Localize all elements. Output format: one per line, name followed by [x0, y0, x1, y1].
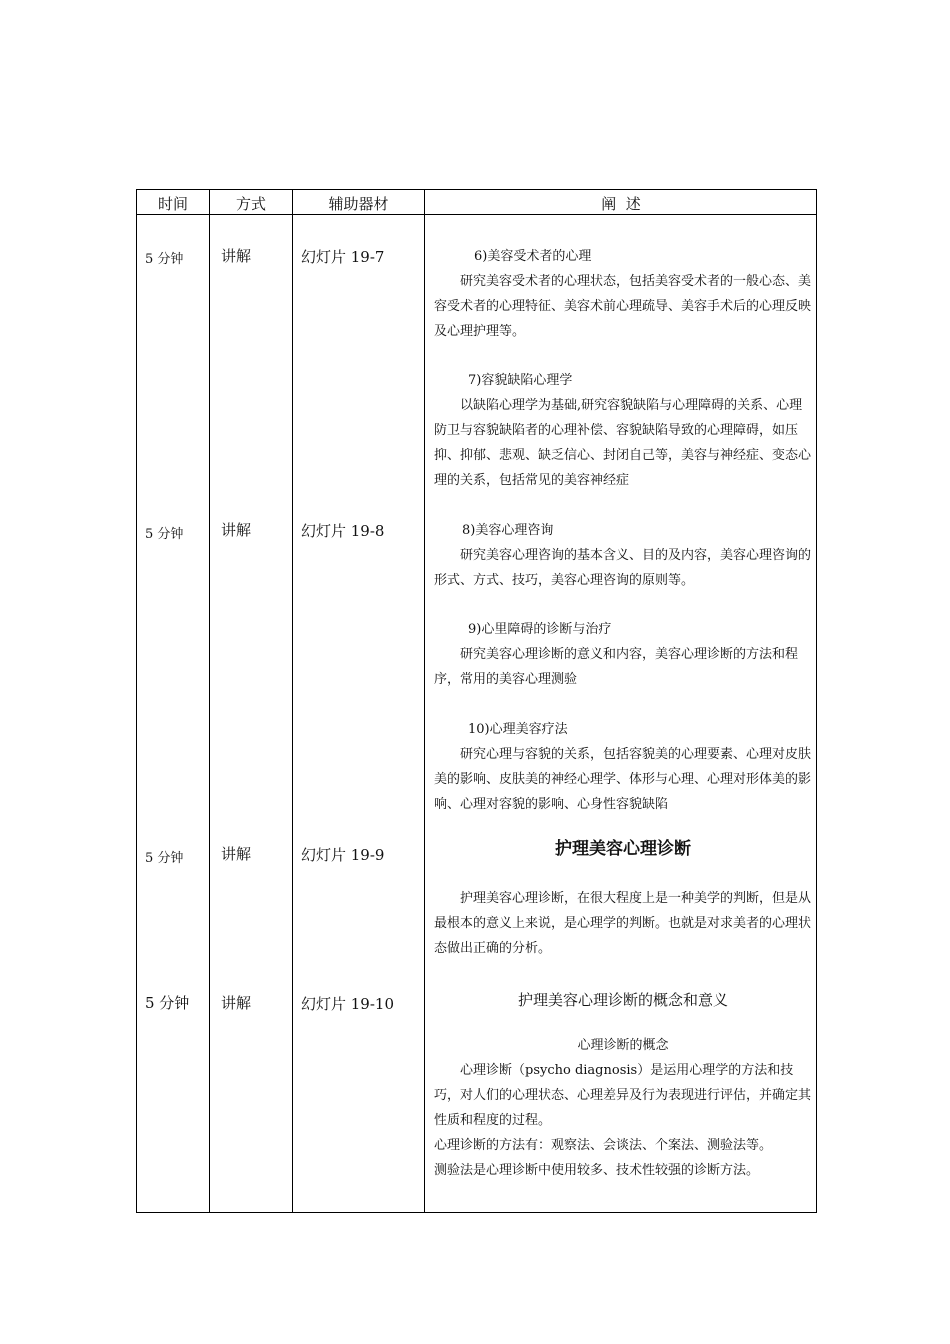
header-aid: 辅助器材	[328, 195, 389, 213]
row-mode: 讲解	[221, 994, 252, 1012]
section-body: 研究美容心理诊断的意义和内容，美容心理诊断的方法和程序，常用的美容心理测验	[434, 647, 799, 687]
row-aid: 幻灯片 19-10	[301, 995, 395, 1013]
section-heading: 护理美容心理诊断的概念和意义	[517, 991, 728, 1009]
section-body: 测验法是心理诊断中使用较多、技术性较强的诊断方法。	[434, 1163, 760, 1178]
section-title: 7)容貌缺陷心理学	[468, 373, 573, 388]
row-aid: 幻灯片 19-8	[301, 522, 385, 540]
column-divider	[209, 190, 210, 1212]
section-6	[434, 244, 812, 344]
row-mode: 讲解	[221, 247, 252, 265]
section-title: 6)美容受术者的心理	[474, 249, 592, 264]
row-time: 5 分钟	[145, 527, 184, 542]
section-body: 研究心理与容貌的关系，包括容貌美的心理要素、心理对皮肤美的影响、皮肤美的神经心理学、体形与心理、心理对形体美的影响、心理对容貌的影响、心身性容貌缺陷	[434, 747, 812, 812]
section-body: 护理美容心理诊断，在很大程度上是一种美学的判断，但是从最根本的意义上来说，是心理学的判断。也就是对求美者的心理状态做出正确的分析。	[434, 891, 812, 956]
row-time: 5 分钟	[145, 252, 184, 267]
lesson-table	[136, 189, 817, 1213]
header-mode: 方式	[235, 195, 266, 213]
section-title: 9)心里障碍的诊断与治疗	[468, 622, 612, 637]
header-time: 时间	[157, 195, 188, 213]
section-body: 心理诊断（psycho diagnosis）是运用心理学的方法和技巧，对人们的心理状态、心理差异及行为表现进行评估，并确定其性质和程度的过程。	[434, 1063, 812, 1128]
section-body: 以缺陷心理学为基础,研究容貌缺陷与心理障碍的关系、心理防卫与容貌缺陷者的心理补偿、容貌缺陷导致的心理障碍，如压抑、抑郁、悲观、缺乏信心、封闭自己等，美容与神经症、变态心理的关系，包括常见的美容神经症	[434, 398, 812, 488]
row-aid: 幻灯片 19-7	[301, 248, 385, 266]
column-divider	[292, 190, 293, 1212]
row-mode: 讲解	[221, 521, 252, 539]
section-8	[434, 518, 812, 593]
row-time: 5 分钟	[145, 994, 190, 1012]
column-divider	[424, 190, 425, 1212]
row-time: 5 分钟	[145, 851, 184, 866]
header-desc: 阐 述	[601, 195, 641, 213]
section-10	[434, 717, 812, 817]
section-9	[434, 617, 812, 692]
row-aid: 幻灯片 19-9	[301, 846, 385, 864]
section-heading: 护理美容心理诊断	[555, 839, 691, 859]
section-concept	[434, 987, 812, 1183]
section-title: 8)美容心理咨询	[462, 523, 554, 538]
section-body: 心理诊断的方法有：观察法、会谈法、个案法、测验法等。	[434, 1138, 773, 1153]
section-body: 研究美容受术者的心理状态，包括美容受术者的一般心态、美容受术者的心理特征、美容术前心理疏导、美容手术后的心理反映及心理护理等。	[434, 274, 812, 339]
section-title: 10)心理美容疗法	[468, 722, 568, 737]
section-body: 研究美容心理咨询的基本含义、目的及内容，美容心理咨询的形式、方式、技巧，美容心理咨询的原则等。	[434, 548, 812, 588]
row-mode: 讲解	[221, 845, 252, 863]
header-divider	[137, 214, 816, 215]
section-subheading: 心理诊断的概念	[577, 1038, 669, 1053]
section-nursing	[434, 836, 812, 961]
section-7	[434, 368, 812, 493]
